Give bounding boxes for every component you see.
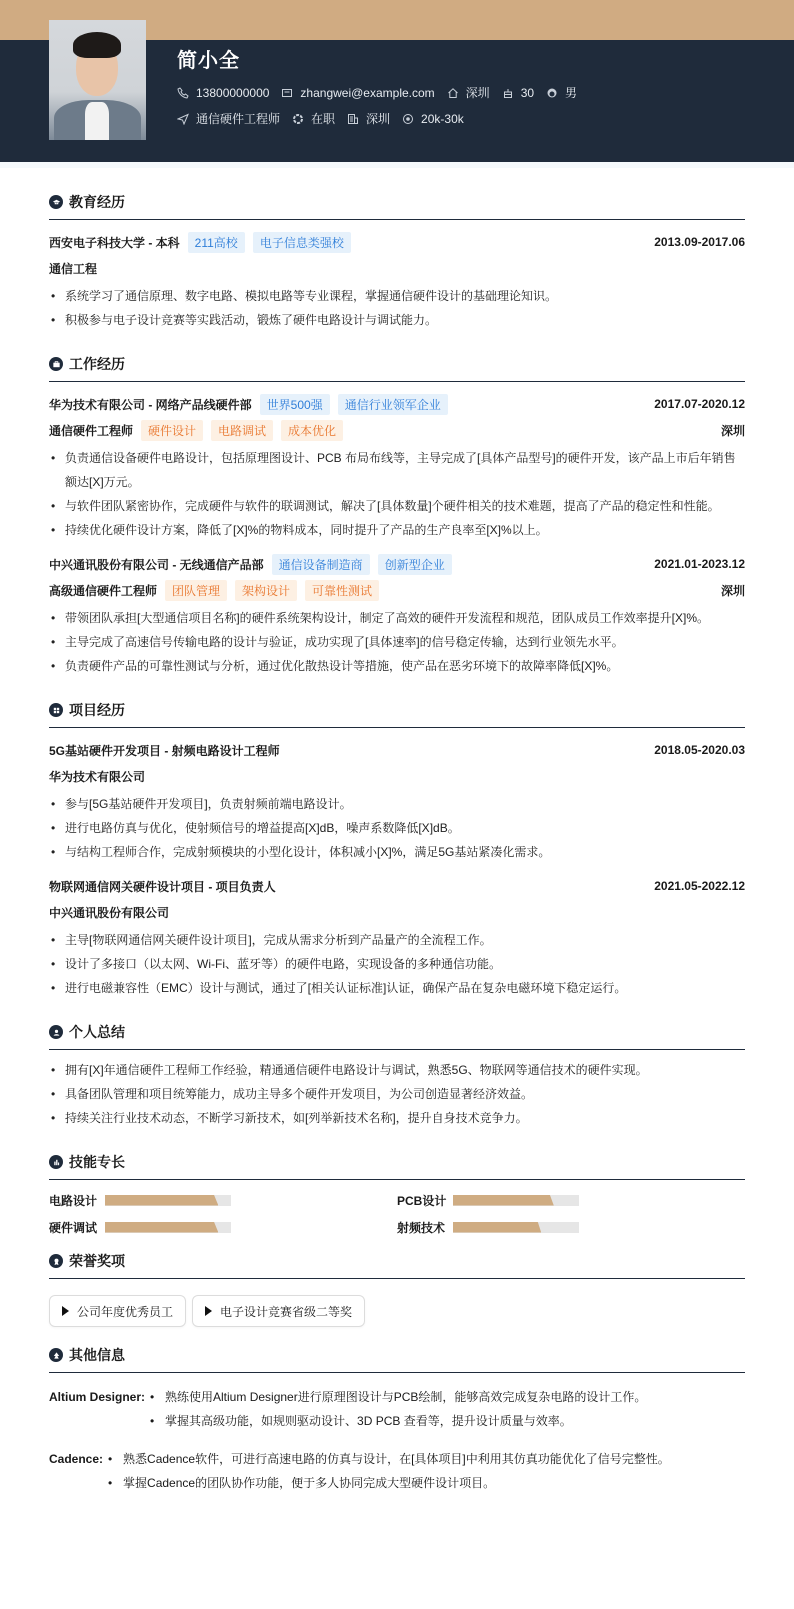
school-tag: 电子信息类强校 — [253, 232, 351, 253]
job-role: 高级通信硬件工程师 — [49, 583, 158, 598]
list-item: • 熟悉Cadence软件，可进行高速电路的仿真与设计，在[具体项目]中利用其仿真功能优化了信号完整性。 — [103, 1447, 670, 1471]
project-grid-icon — [49, 703, 63, 717]
list-item: • 系统学习了通信原理、数字电路、模拟电路等专业课程，掌握通信硬件设计的基础理论知识。 — [49, 284, 745, 308]
status-item: 在职 — [292, 110, 335, 127]
school-tag: 211高校 — [188, 232, 245, 253]
project-name: 5G基站硬件开发项目 - 射频电路设计工程师 — [49, 743, 280, 758]
work-section — [49, 354, 745, 678]
list-item: • 进行电路仿真与优化，使射频信号的增益提高[X]dB，噪声系数降低[X]dB。 — [49, 816, 745, 840]
job-role: 通信硬件工程师 — [49, 423, 134, 438]
award-item: 公司年度优秀员工 — [49, 1295, 186, 1327]
project-company: 华为技术有限公司 — [49, 769, 146, 784]
candidate-name: 简小全 — [177, 50, 240, 72]
resume-body — [0, 168, 794, 1495]
skill-tag: 成本优化 — [281, 420, 343, 441]
award-medal-icon — [49, 1254, 63, 1268]
salary-icon — [402, 113, 414, 125]
skill-item: 电路设计 — [49, 1192, 397, 1208]
list-item: • 具备团队管理和项目统筹能力，成功主导多个硬件开发项目，为公司创造显著经济效益。 — [49, 1082, 745, 1106]
company-tag: 通信设备制造商 — [272, 554, 370, 575]
tool-label: Cadence: — [49, 1452, 104, 1466]
project-name: 物联网通信网关硬件设计项目 - 项目负责人 — [49, 879, 276, 894]
tool-group — [49, 1447, 745, 1495]
skill-bar — [105, 1195, 231, 1206]
job-intent-row — [177, 110, 476, 127]
skill-item: PCB设计 — [397, 1192, 745, 1208]
building-icon — [347, 113, 359, 125]
company-tag: 创新型企业 — [378, 554, 452, 575]
work-entry — [49, 392, 745, 542]
list-item: • 主导[物联网通信网关硬件设计项目]，完成从需求分析到产品量产的全流程工作。 — [49, 928, 745, 952]
award-item: 电子设计竞赛省级二等奖 — [192, 1295, 365, 1327]
gender-icon — [546, 87, 558, 99]
date-range: 2013.09-2017.06 — [654, 235, 745, 249]
skill-item: 硬件调试 — [49, 1219, 397, 1235]
graduation-cap-icon — [49, 195, 63, 209]
skills-grid — [49, 1192, 745, 1235]
triangle-right-icon — [62, 1306, 69, 1316]
avatar — [49, 20, 146, 140]
list-item: • 掌握其高级功能，如规则驱动设计、3D PCB 查看等，提升设计质量与效率。 — [145, 1409, 646, 1433]
company-tag: 通信行业领军企业 — [338, 394, 448, 415]
triangle-right-icon — [205, 1306, 212, 1316]
bar-chart-icon — [49, 1155, 63, 1169]
work-entry — [49, 552, 745, 678]
section-title: 项目经历 — [49, 700, 745, 728]
job-target-item: 通信硬件工程师 — [177, 110, 280, 127]
other-info-section — [49, 1345, 745, 1495]
phone-icon — [177, 87, 189, 99]
section-title: 荣誉奖项 — [49, 1251, 745, 1279]
date-range: 2017.07-2020.12 — [654, 397, 745, 411]
gender-item: 男 — [546, 84, 577, 101]
cake-icon — [502, 87, 514, 99]
list-item: • 负责通信设备硬件电路设计，包括原理图设计、PCB 布局布线等，主导完成了[具体产品型号]的硬件开发，该产品上市后年销售额达[X]万元。 — [49, 446, 745, 494]
list-item: • 与结构工程师合作，完成射频模块的小型化设计，体积减小[X]%，满足5G基站紧凑化需求。 — [49, 840, 745, 864]
skill-tag: 硬件设计 — [141, 420, 203, 441]
company-name: 华为技术有限公司 - 网络产品线硬件部 — [49, 397, 252, 412]
target-city-item: 深圳 — [347, 110, 390, 127]
email-item: zhangwei@example.com — [281, 86, 434, 100]
section-title: 其他信息 — [49, 1345, 745, 1373]
profile-header — [0, 40, 794, 162]
company-tag: 世界500强 — [260, 394, 330, 415]
list-item: • 进行电磁兼容性（EMC）设计与测试，通过了[相关认证标准]认证，确保产品在复杂电磁环境下稳定运行。 — [49, 976, 745, 1000]
section-title: 个人总结 — [49, 1022, 745, 1050]
awards-list — [49, 1295, 745, 1327]
send-icon — [177, 113, 189, 125]
company-name: 中兴通讯股份有限公司 - 无线通信产品部 — [49, 557, 264, 572]
list-item: • 设计了多接口（以太网、Wi-Fi、蓝牙等）的硬件电路，实现设备的多种通信功能。 — [49, 952, 745, 976]
section-title: 工作经历 — [49, 354, 745, 382]
summary-section — [49, 1022, 745, 1130]
list-item: • 熟练使用Altium Designer进行原理图设计与PCB绘制，能够高效完成复杂电路的设计工作。 — [145, 1385, 646, 1409]
list-item: • 负责硬件产品的可靠性测试与分析，通过优化散热设计等措施，使产品在恶劣环境下的故障率降低[X]%。 — [49, 654, 745, 678]
project-entry — [49, 874, 745, 1000]
skill-tag: 团队管理 — [165, 580, 227, 601]
salary-item: 20k-30k — [402, 112, 464, 126]
phone-item: 13800000000 — [177, 86, 269, 100]
projects-section — [49, 700, 745, 1000]
briefcase-icon — [49, 357, 63, 371]
home-icon — [447, 87, 459, 99]
skill-tag: 电路调试 — [211, 420, 273, 441]
date-range: 2021.01-2023.12 — [654, 557, 745, 571]
work-city: 深圳 — [720, 423, 745, 438]
project-company: 中兴通讯股份有限公司 — [49, 905, 170, 920]
list-item: • 持续关注行业技术动态，不断学习新技术，如[列举新技术名称]，提升自身技术竞争力。 — [49, 1106, 745, 1130]
project-entry — [49, 738, 745, 864]
school-name: 西安电子科技大学 - 本科 — [49, 235, 180, 250]
list-item: • 掌握Cadence的团队协作功能，便于多人协同完成大型硬件设计项目。 — [103, 1471, 670, 1495]
skill-bar — [453, 1222, 579, 1233]
section-title: 教育经历 — [49, 192, 745, 220]
list-item: • 与软件团队紧密协作，完成硬件与软件的联调测试，解决了[具体数量]个硬件相关的技术难题，提高了产品的稳定性和性能。 — [49, 494, 745, 518]
user-icon — [49, 1025, 63, 1039]
work-city: 深圳 — [720, 583, 745, 598]
skill-tag: 可靠性测试 — [305, 580, 379, 601]
other-info-list — [49, 1385, 745, 1495]
list-item: • 持续优化硬件设计方案，降低了[X]%的物料成本，同时提升了产品的生产良率至[X]%以上。 — [49, 518, 745, 542]
education-section — [49, 192, 745, 332]
contact-row — [177, 84, 589, 101]
skill-item: 射频技术 — [397, 1219, 745, 1235]
skill-bar — [105, 1222, 231, 1233]
list-item: • 主导完成了高速信号传输电路的设计与验证，成功实现了[具体速率]的信号稳定传输，达到行业领先水平。 — [49, 630, 745, 654]
list-item: • 拥有[X]年通信硬件工程师工作经验，精通通信硬件电路设计与调试，熟悉5G、物联网等通信技术的硬件实现。 — [49, 1058, 745, 1082]
mail-icon — [281, 87, 293, 99]
date-range: 2018.05-2020.03 — [654, 743, 745, 757]
skills-section — [49, 1152, 745, 1235]
list-item: • 参与[5G基站硬件开发项目]，负责射频前端电路设计。 — [49, 792, 745, 816]
awards-section — [49, 1251, 745, 1327]
skill-tag: 架构设计 — [235, 580, 297, 601]
tool-label: Altium Designer: — [49, 1390, 146, 1404]
tool-group — [49, 1385, 745, 1433]
education-entry — [49, 230, 745, 332]
age-item: 30 — [502, 86, 534, 100]
section-title: 技能专长 — [49, 1152, 745, 1180]
list-item: • 带领团队承担[大型通信项目名称]的硬件系统架构设计，制定了高效的硬件开发流程和规范，团队成员工作效率提升[X]%。 — [49, 606, 745, 630]
date-range: 2021.05-2022.12 — [654, 879, 745, 893]
list-item: • 积极参与电子设计竞赛等实践活动，锻炼了硬件电路设计与调试能力。 — [49, 308, 745, 332]
info-tree-icon — [49, 1348, 63, 1362]
location-item: 深圳 — [447, 84, 490, 101]
major: 通信工程 — [49, 261, 98, 276]
status-icon — [292, 113, 304, 125]
skill-bar — [453, 1195, 579, 1206]
